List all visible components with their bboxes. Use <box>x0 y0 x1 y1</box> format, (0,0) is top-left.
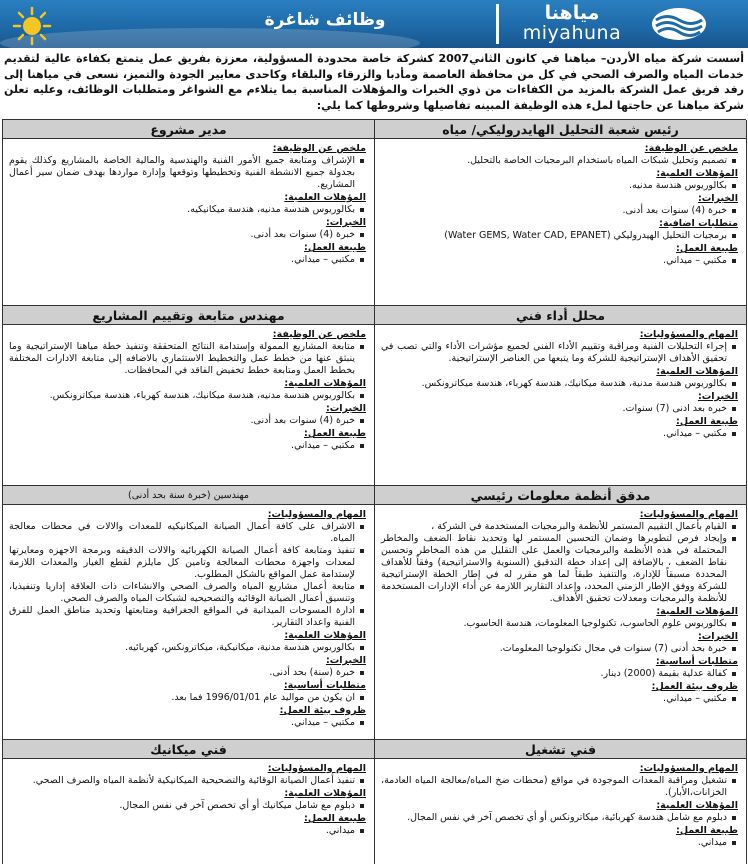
list-item: خبرة (سنة) بحد أدنى. <box>9 667 366 679</box>
list-item: مكتبي – ميداني. <box>9 717 366 729</box>
list-item: مكتبي – ميداني. <box>9 254 366 266</box>
section-heading: المؤهلات العلمية: <box>656 800 738 811</box>
section-list <box>381 341 738 365</box>
job-card <box>375 486 747 740</box>
section-list <box>381 693 738 705</box>
section-heading: الخبرات: <box>697 391 738 402</box>
list-item: متابعة المشاريع الممولة وإستدامة النتائج المتحققة وتنفيذ خطة مياهنا الإستراتيجية وما ينبثق عنها من خطط عمل والتخطيط الاستثماري بالاضافه إلى متابعة الادارات المختلفة بخطط العمل ومتابعة خطط تخفيض الفاقد في المحافظات. <box>9 341 366 377</box>
section-list <box>9 204 366 216</box>
section-heading: المؤهلات العلمية: <box>284 630 366 641</box>
section-heading: طبيعة العمل: <box>304 813 366 824</box>
section-heading: ملخص عن الوظيفة: <box>644 143 738 154</box>
section-list <box>9 667 366 679</box>
section-list <box>9 341 366 377</box>
section-list <box>9 155 366 191</box>
section-heading: المهام والمسؤوليات: <box>639 509 738 520</box>
job-title: فني ميكانيك <box>3 740 374 759</box>
job-card <box>375 306 747 486</box>
list-item: القيام بأعمال التقييم المستمر للأنظمة والبرمجيات المستخدمة في الشركة ، <box>381 521 738 533</box>
section-list <box>381 643 738 655</box>
job-card <box>3 740 375 864</box>
job-card <box>3 306 375 486</box>
section-list <box>381 521 738 605</box>
job-title: مدقق أنظمة معلومات رئيسي <box>375 486 746 505</box>
list-item: بكالوريوس هندسة مدنية، هندسة ميكانيك، هندسة كهرباء، هندسة ميكاترونكس. <box>381 378 738 390</box>
list-item: ان يكون من مواليد عام 1996/01/01 فما بعد. <box>9 692 366 704</box>
section-heading: المؤهلات العلمية: <box>284 788 366 799</box>
list-item: تشغيل ومراقبة المعدات الموجودة في مواقع (محطات ضخ المياه/معالجة المياه العادمة، الخزانات،الأبار). <box>381 775 738 799</box>
list-item: خبرة (4) سنوات بعد أدنى. <box>381 205 738 217</box>
list-item: تنفيذ أعمال الصيانة الوقائية والتصحيحية الميكانيكية لأنظمة المياه والصرف الصحي. <box>9 775 366 787</box>
list-item: إجراء التحليلات الفنية ومراقبة وتقييم الأداء الفني لجميع مؤشرات الأداء والتي تصب في تحقيق الأهداف الإستراتيجية للشركة وما يتبعها من العناصر الإستراتيجية. <box>381 341 738 365</box>
section-heading: المؤهلات العلمية: <box>284 192 366 203</box>
section-heading: المهام والمسؤوليات: <box>639 763 738 774</box>
section-heading: الخبرات: <box>325 217 366 228</box>
list-item: خبرة (4) سنوات بعد أدنى. <box>9 415 366 427</box>
section-heading: طبيعة العمل: <box>304 428 366 439</box>
job-card <box>375 740 747 864</box>
section-heading: طبيعة العمل: <box>676 243 738 254</box>
section-list <box>381 837 738 849</box>
section-list <box>9 440 366 452</box>
section-heading: الخبرات: <box>697 193 738 204</box>
list-item: كفالة عدلية بقيمة (2000) دينار. <box>381 668 738 680</box>
job-details <box>3 139 374 266</box>
section-heading: الخبرات: <box>325 403 366 414</box>
logo-arabic: مياهنا <box>544 2 600 24</box>
wave-decoration <box>0 28 420 48</box>
section-heading: ملخص عن الوظيفة: <box>272 329 366 340</box>
section-heading: المؤهلات العلمية: <box>656 606 738 617</box>
logo-english: miyahuna <box>522 22 622 44</box>
job-details <box>375 505 746 705</box>
section-list <box>9 800 366 812</box>
list-item: مكتبي – ميداني. <box>381 255 738 267</box>
section-list <box>381 205 738 217</box>
section-list <box>381 618 738 630</box>
list-item: الإشراف ومتابعة جميع الأمور الفنية والهندسية والمالية الخاصة بالمشاريع وكذلك يقوم بجدولة جميع الانشطة الفنية وتخطيطها وتوقعها وإدارة مواردها بهدف ضمان سير أعمال المشاريع. <box>9 155 366 191</box>
list-item: مكتبي – ميداني. <box>381 693 738 705</box>
list-item: ميداني. <box>9 825 366 837</box>
list-item: بكالوريوس هندسة مدنية، ميكانيكية، ميكاترونكس، كهربائيه. <box>9 642 366 654</box>
section-list <box>381 378 738 390</box>
section-list <box>381 230 738 242</box>
job-card <box>3 120 375 306</box>
list-item: مكتبي – ميداني. <box>9 440 366 452</box>
job-title: مهندسين (خبرة سنة بحد أدنى) <box>3 486 374 505</box>
list-item: بكالوريوس هندسة مدنيه، هندسة ميكانيكيه. <box>9 204 366 216</box>
section-heading: متطلبات أساسية: <box>655 656 738 667</box>
job-details <box>375 325 746 440</box>
list-item: دبلوم مع شامل ميكانيك أو أي تخصص آخر في نفس المجال. <box>9 800 366 812</box>
section-heading: المؤهلات العلمية: <box>656 168 738 179</box>
list-item: بكالوريوس هندسة مدنيه. <box>381 180 738 192</box>
section-list <box>381 180 738 192</box>
list-item: مكتبي – ميداني. <box>381 428 738 440</box>
job-title: رئيس شعبة التحليل الهايدروليكي/ مياه <box>375 120 746 139</box>
banner-tagline: وظائف شاغرة <box>264 10 386 30</box>
job-title: مهندس متابعة وتقييم المشاريع <box>3 306 374 325</box>
section-list <box>9 692 366 704</box>
list-item: بكالوريوس هندسة مدنيه، هندسة ميكانيك، هندسة كهرباء، هندسة ميكاترونكس. <box>9 390 366 402</box>
sun-icon <box>12 6 52 46</box>
list-item: خبره بعد ادنى (7) سنوات. <box>381 403 738 415</box>
section-heading: ظروف بيئة العمل: <box>651 681 738 692</box>
section-list <box>9 415 366 427</box>
section-heading: المؤهلات العلمية: <box>284 378 366 389</box>
section-list <box>381 255 738 267</box>
section-heading: المؤهلات العلمية: <box>656 366 738 377</box>
list-item: ميداني. <box>381 837 738 849</box>
section-heading: ملخص عن الوظيفة: <box>272 143 366 154</box>
section-list <box>381 428 738 440</box>
list-item: بكالوريوس علوم الحاسوب، تكنولوجيا المعلومات، هندسة الحاسوب. <box>381 618 738 630</box>
job-details <box>375 139 746 267</box>
section-heading: طبيعة العمل: <box>676 825 738 836</box>
section-list <box>9 642 366 654</box>
section-list <box>9 521 366 629</box>
list-item: تصميم وتحليل شبكات المياه باستخدام البرمجيات الخاصة بالتحليل. <box>381 155 738 167</box>
job-card <box>375 120 747 306</box>
list-item: خبرة (4) سنوات بعد أدنى. <box>9 229 366 241</box>
section-heading: المهام والمسؤوليات: <box>267 509 366 520</box>
section-heading: ظروف بيئة العمل: <box>279 705 366 716</box>
list-item: وإيجاد فرص لتطويرها وضمان التحسين المستمر لها وتحديد نقاط الضعف والمخاطر المحتملة في هذه الأنظمة والبرمجيات والعمل على التقليل من هذه المخاطر وتحسين نقاط الضعف ، بالإضافة إلى إعداد خطة التدقيق (السنوية والاستراتيجية) وفقاً للأهداف المحددة مسبقاً للإدارة، والتنفيذ طبقاً لما هو مقرر له في إطار الخطة الإستراتيجية للشركة ووفق الإطار الزمني المحدد، وإعداد التقارير اللازمة عن أداء الإدارات المستخدمة للأنظمة والبرمجيات ومعدلات تحقيق الأهداف. <box>381 533 738 605</box>
job-card <box>3 486 375 740</box>
job-title: فني تشغيل <box>375 740 746 759</box>
job-title: مدير مشروع <box>3 120 374 139</box>
section-list <box>9 229 366 241</box>
list-item: ادارة المسوحات الميدانية في المواقع الجغرافية ومتابعتها وتحديد مناطق العمل للفرق الفنية واعداد التقارير. <box>9 605 366 629</box>
section-heading: المهام والمسؤوليات: <box>267 763 366 774</box>
section-heading: متطلبات أساسية: <box>283 680 366 691</box>
list-item: تنفيذ ومتابعة كافة أعمال الصيانة الكهربائيه والالات الدقيقه وبرمجة الاجهزه ومعايرتها لمعدات واجهزة محطات المعالجة وتامين كل مايلزم لقطع الغيار والمعدات اللازمة لإستدامة عمل المواقع بالشكل المطلوب. <box>9 545 366 581</box>
intro-paragraph: أسست شركة مياه الأردن– مياهنا في كانون الثاني2007 كشركة خاصة محدودة المسؤولية، معززة بفريق عمل يتمتع بكفاءة عالية لتقديم خدمات المياه والصرف الصحي في كل من محافظة العاصمة ومأدبا والزرقاء والبلقاء وكاحدى معايير الجودة والتميز، نسعى في مياهنا إلى رفد فريق عمل الشركة بالمزيد من الكفاءات من ذوي الخبرات والمؤهلات المناسبة بما يتلاءم مع الشواغر ومتطلبات الوظائف، وعليه تعلن شركة مياهنا عن حاجتها لملء هذه الوظيفة المبينه تفاصيلها وشروطها كما يلي: <box>4 52 744 112</box>
section-list <box>381 812 738 824</box>
section-list <box>9 254 366 266</box>
section-list <box>9 775 366 787</box>
header-banner <box>0 0 748 48</box>
job-details <box>375 759 746 849</box>
banner-divider <box>496 4 499 44</box>
jobs-grid <box>2 119 746 864</box>
job-details <box>3 505 374 729</box>
water-wave-logo-icon <box>650 6 708 42</box>
section-list <box>381 668 738 680</box>
section-list <box>9 717 366 729</box>
section-heading: طبيعة العمل: <box>304 242 366 253</box>
section-heading: المهام والمسؤوليات: <box>639 329 738 340</box>
job-details <box>3 325 374 452</box>
section-heading: طبيعة العمل: <box>676 416 738 427</box>
list-item: متابعة أعمال مشاريع المياه والصرف الصحي والانشاءات ذات العلاقة إداريا وتنفيذيا، وتنسيق أعمال الصيانة الوقائيه والتصحيحيه لشبكات المياه والصرف الصحي. <box>9 581 366 605</box>
section-list <box>381 403 738 415</box>
job-title: محلل أداء فني <box>375 306 746 325</box>
section-heading: الخبرات: <box>697 631 738 642</box>
list-item: دبلوم مع شامل هندسة كهربائية، ميكاترونكس أو أي تخصص آخر في نفس المجال. <box>381 812 738 824</box>
section-list <box>381 775 738 799</box>
list-item: الاشراف على كافة أعمال الصيانة الميكانيكيه للمعدات والالات في محطات معالجة المياه. <box>9 521 366 545</box>
list-item: برمجيات التحليل الهيدروليكي (Water GEMS, Water CAD, EPANET) <box>381 230 738 242</box>
list-item: خبرة بحد أدنى (7) سنوات في مجال تكنولوجيا المعلومات. <box>381 643 738 655</box>
section-heading: متطلبات اضافية: <box>659 218 738 229</box>
job-details <box>3 759 374 837</box>
section-list <box>9 390 366 402</box>
section-list <box>381 155 738 167</box>
section-list <box>9 825 366 837</box>
section-heading: الخبرات: <box>325 655 366 666</box>
